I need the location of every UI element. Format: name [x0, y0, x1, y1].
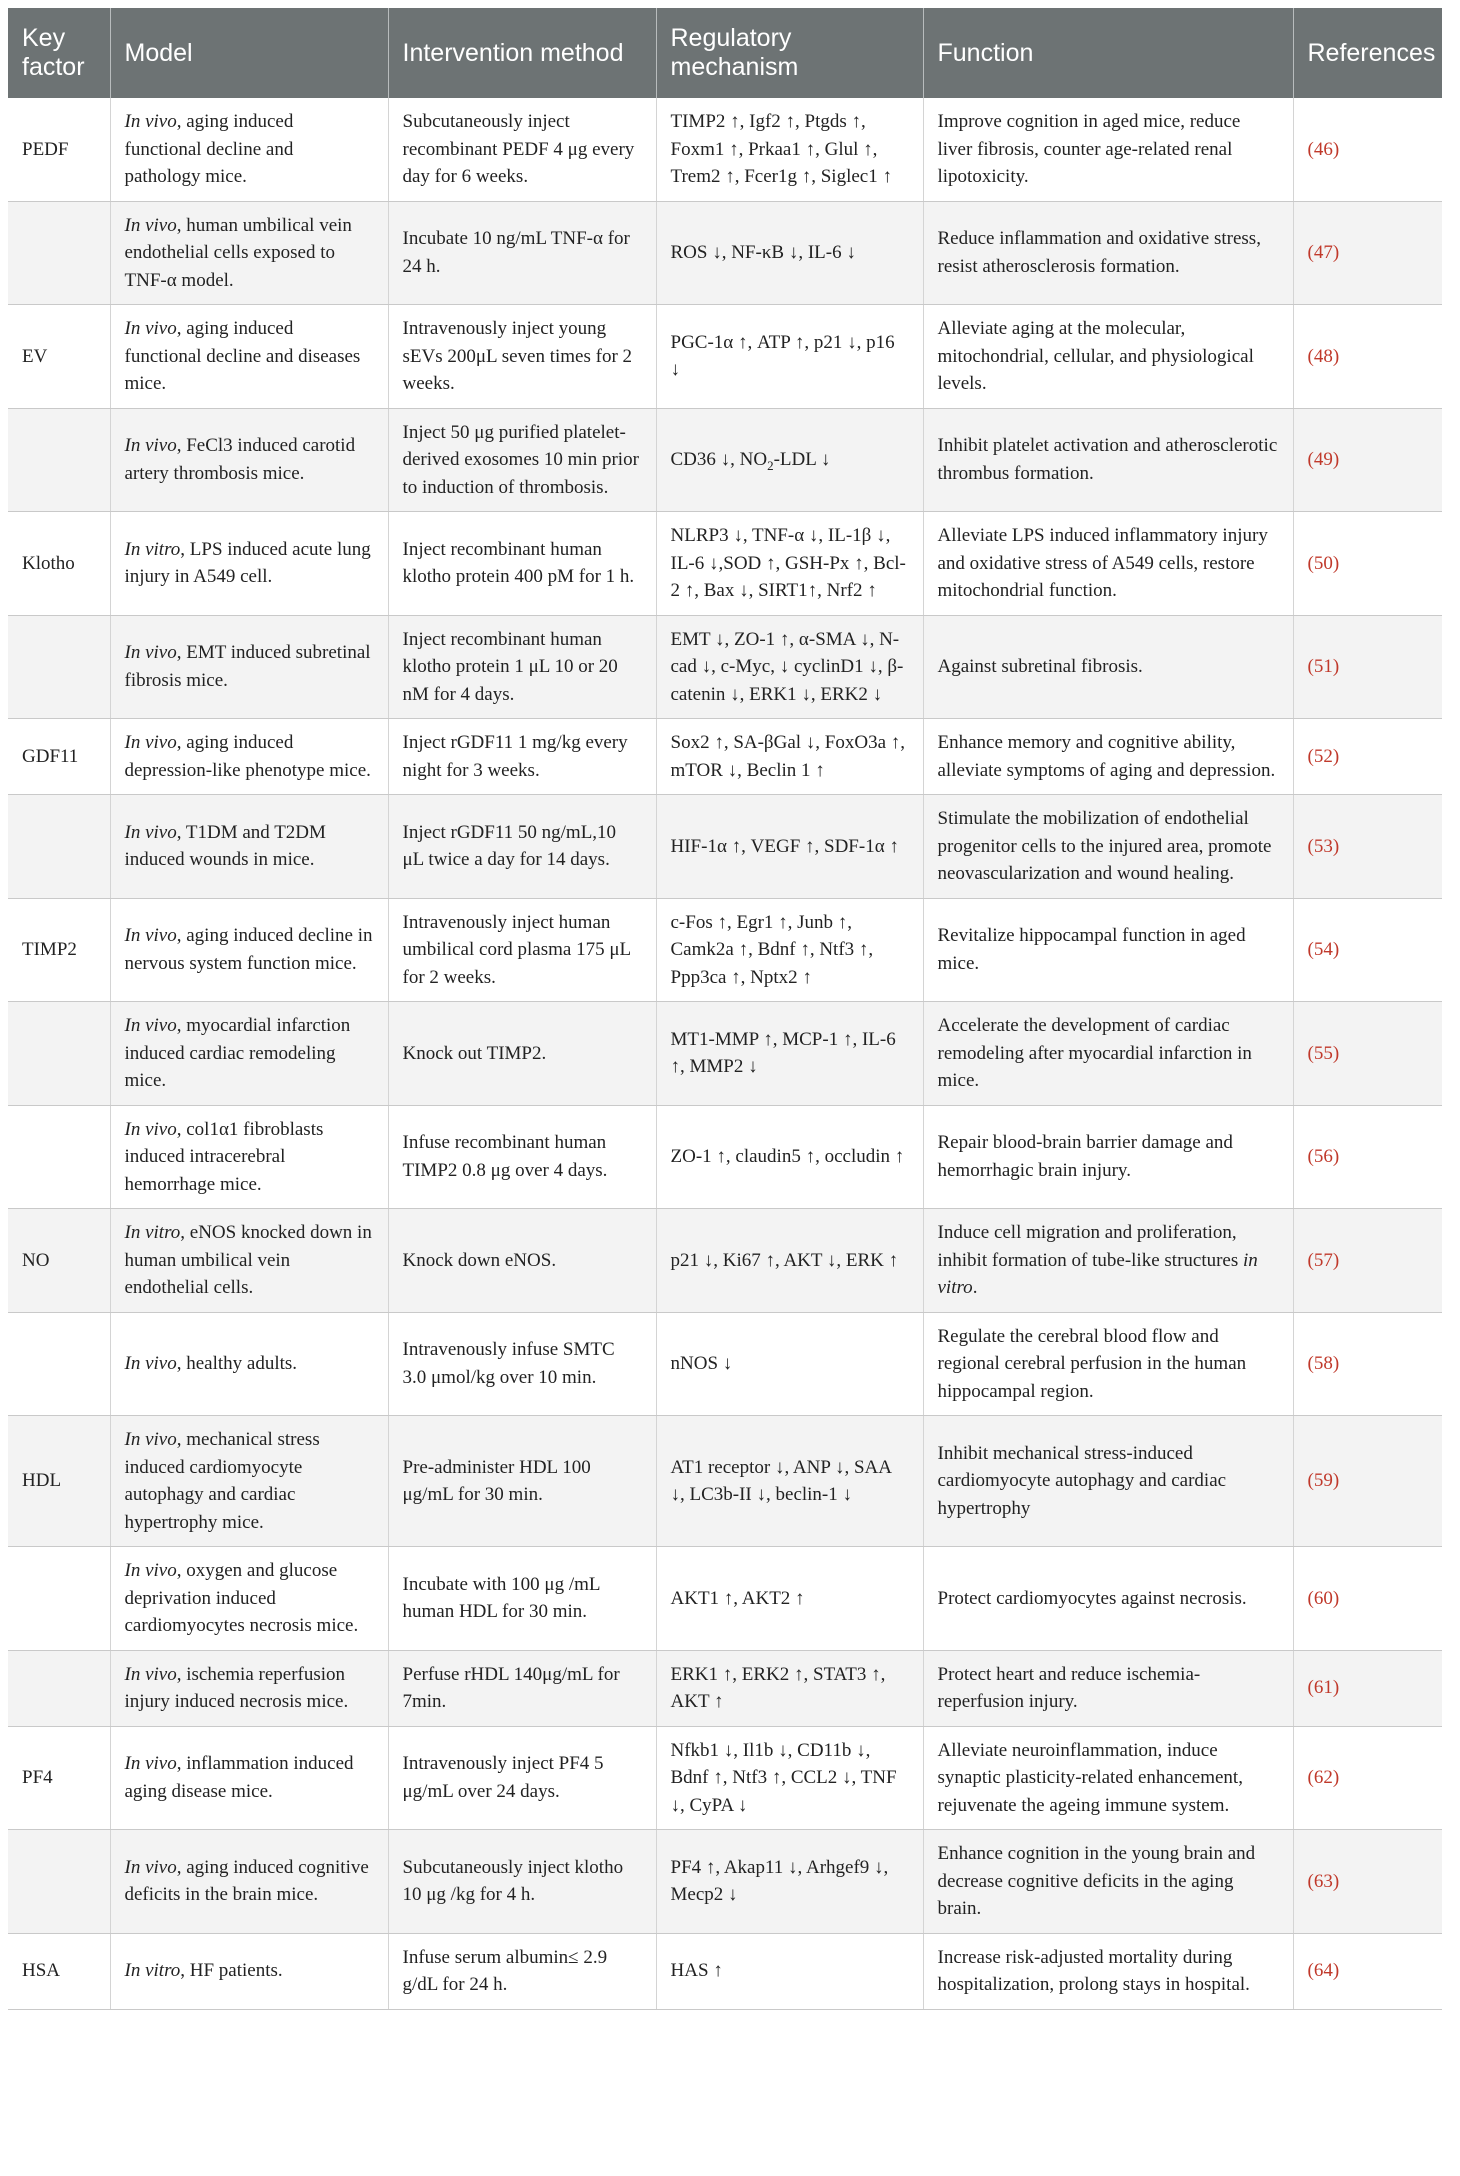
model-text: , healthy adults. [176, 1353, 298, 1374]
intervention-text: Intravenously infuse SMTC 3.0 μmol/kg over 10 min. [402, 1339, 615, 1388]
function-text: Protect heart and reduce ischemia-reperfusion injury. [937, 1663, 1201, 1712]
cell-intervention [388, 1002, 656, 1106]
model-lead-text: In vivo [124, 1353, 177, 1374]
cell-reference [1293, 1830, 1442, 1934]
cell-reference [1293, 1209, 1442, 1313]
cell-reference [1293, 1105, 1442, 1209]
key-factor-text: PEDF [22, 138, 69, 160]
mechanism-text: CD36 ↓, NO [670, 449, 768, 470]
function-text-tail: . [972, 1277, 978, 1298]
cell-function [923, 408, 1293, 512]
cell-model [110, 201, 388, 305]
cell-key-factor [8, 1105, 110, 1209]
table-row [8, 719, 1442, 795]
cell-reference [1293, 1416, 1442, 1547]
mechanism-text: AKT1 ↑, AKT2 ↑ [670, 1587, 805, 1609]
intervention-text: Inject 50 μg purified platelet-derived exosomes 10 min prior to induction of thrombosis. [402, 421, 639, 498]
function-text: Alleviate neuroinflammation, induce synaptic plasticity-related enhancement, rejuvenate the ageing immune system. [937, 1739, 1243, 1816]
cell-mechanism [656, 1547, 923, 1651]
table-row [8, 1933, 1442, 2009]
model-text: , eNOS knocked down in human umbilical vein endothelial cells. [124, 1222, 372, 1298]
header-model: Model [110, 8, 388, 98]
mechanism-text: Nfkb1 ↓, Il1b ↓, CD11b ↓, Bdnf ↑, Ntf3 ↑, CCL2 ↓, TNF ↓, CyPA ↓ [670, 1739, 897, 1816]
model-lead-text: In vitro [124, 538, 181, 560]
model-text: , ischemia reperfusion injury induced necrosis mice. [124, 1663, 349, 1712]
key-factor-text: PF4 [22, 1767, 53, 1788]
cell-key-factor [8, 1209, 110, 1313]
cell-intervention [388, 1547, 656, 1651]
cell-model [110, 1105, 388, 1209]
reference-link[interactable]: (54) [1307, 939, 1340, 960]
cell-function [923, 1933, 1293, 2009]
cell-model [110, 1547, 388, 1651]
reference-link[interactable]: (51) [1307, 656, 1340, 677]
table-row [8, 1726, 1442, 1830]
model-lead-text: In vivo [124, 1663, 177, 1685]
key-factor-text: HSA [22, 1960, 61, 1982]
cell-model [110, 615, 388, 719]
cell-key-factor [8, 898, 110, 1002]
cell-mechanism [656, 98, 923, 201]
table-row [8, 201, 1442, 305]
cell-model [110, 1416, 388, 1547]
intervention-text: Intravenously inject young sEVs 200μL seven times for 2 weeks. [402, 318, 633, 394]
cell-function [923, 1002, 1293, 1106]
intervention-text: Inject recombinant human klotho protein 1 μL 10 or 20 nM for 4 days. [402, 628, 618, 705]
function-text: Alleviate LPS induced inflammatory injury and oxidative stress of A549 cells, restore mitochondrial function. [937, 525, 1268, 601]
cell-reference [1293, 305, 1442, 409]
function-text: Improve cognition in aged mice, reduce liver fibrosis, counter age-related renal lipotoxicity. [937, 111, 1241, 187]
cell-key-factor [8, 408, 110, 512]
table-row [8, 98, 1442, 201]
cell-intervention [388, 1650, 656, 1726]
key-factor-text: NO [22, 1249, 50, 1271]
intervention-text: Pre-administer HDL 100 μg/mL for 30 min. [402, 1456, 591, 1505]
model-text: , FeCl3 induced carotid artery thrombosis mice. [124, 435, 356, 484]
cell-function [923, 1547, 1293, 1651]
cell-key-factor [8, 1830, 110, 1934]
model-lead-text: In vivo [124, 642, 177, 664]
mechanism-subscript: 2 [767, 457, 774, 473]
data-table [8, 8, 1442, 2010]
mechanism-text: c-Fos ↑, Egr1 ↑, Junb ↑, Camk2a ↑, Bdnf ↑, Ntf3 ↑, Ppp3ca ↑, Nptx2 ↑ [670, 911, 874, 988]
cell-reference [1293, 1650, 1442, 1726]
function-text: Alleviate aging at the molecular, mitochondrial, cellular, and physiological levels. [937, 318, 1254, 394]
cell-function [923, 1209, 1293, 1313]
table-row [8, 1312, 1442, 1416]
intervention-text: Intravenously inject PF4 5 μg/mL over 24 days. [402, 1753, 604, 1802]
model-lead-text: In vivo [124, 111, 177, 132]
model-lead-text: In vivo [124, 1118, 177, 1140]
cell-key-factor [8, 1416, 110, 1547]
cell-model [110, 1209, 388, 1313]
key-factor-text: TIMP2 [22, 939, 77, 960]
model-text: , aging induced depression-like phenotype mice. [124, 732, 371, 781]
cell-mechanism [656, 898, 923, 1002]
cell-intervention [388, 408, 656, 512]
cell-intervention [388, 898, 656, 1002]
cell-function [923, 795, 1293, 899]
cell-function [923, 1830, 1293, 1934]
model-lead-text: In vivo [124, 1560, 177, 1581]
cell-intervention [388, 98, 656, 201]
cell-model [110, 1726, 388, 1830]
cell-model [110, 1830, 388, 1934]
mechanism-text: PGC-1α ↑, ATP ↑, p21 ↓, p16 ↓ [670, 331, 895, 381]
cell-intervention [388, 615, 656, 719]
mechanism-text-tail: -LDL ↓ [773, 449, 831, 470]
mechanism-text: TIMP2 ↑, Igf2 ↑, Ptgds ↑, Foxm1 ↑, Prkaa1 ↑, Glul ↑, Trem2 ↑, Fcer1g ↑, Siglec1 ↑ [670, 111, 892, 187]
table-row [8, 1209, 1442, 1313]
cell-mechanism [656, 615, 923, 719]
mechanism-text: p21 ↓, Ki67 ↑, AKT ↓, ERK ↑ [670, 1249, 899, 1271]
cell-mechanism [656, 795, 923, 899]
mechanism-text: MT1-MMP ↑, MCP-1 ↑, IL-6 ↑, MMP2 ↓ [670, 1028, 896, 1078]
cell-model [110, 408, 388, 512]
intervention-text: Inject rGDF11 1 mg/kg every night for 3 weeks. [402, 732, 628, 781]
function-italic-text: in vitro [937, 1249, 1258, 1298]
function-text: Enhance cognition in the young brain and decrease cognitive deficits in the aging brain. [937, 1843, 1256, 1919]
mechanism-text: PF4 ↑, Akap11 ↓, Arhgef9 ↓, Mecp2 ↓ [670, 1856, 889, 1906]
intervention-text: Infuse serum albumin≤ 2.9 g/dL for 24 h. [402, 1946, 608, 1995]
cell-intervention [388, 1209, 656, 1313]
cell-function [923, 512, 1293, 616]
cell-mechanism [656, 1726, 923, 1830]
key-factor-text: GDF11 [22, 745, 79, 767]
intervention-text: Perfuse rHDL 140μg/mL for 7min. [402, 1663, 620, 1712]
cell-function [923, 1312, 1293, 1416]
intervention-text: Subcutaneously inject klotho 10 μg /kg for 4 h. [402, 1856, 624, 1906]
cell-function [923, 1650, 1293, 1726]
reference-link[interactable]: (60) [1307, 1587, 1340, 1609]
cell-function [923, 201, 1293, 305]
header-function: Function [923, 8, 1293, 98]
function-text: Inhibit mechanical stress-induced cardiomyocyte autophagy and cardiac hypertrophy [937, 1442, 1227, 1519]
cell-function [923, 898, 1293, 1002]
cell-model [110, 305, 388, 409]
model-text: , aging induced cognitive deficits in the brain mice. [124, 1856, 369, 1906]
function-text: Against subretinal fibrosis. [937, 656, 1143, 677]
key-factor-text: Klotho [22, 552, 75, 574]
cell-key-factor [8, 795, 110, 899]
cell-function [923, 98, 1293, 201]
function-text: Protect cardiomyocytes against necrosis. [937, 1587, 1247, 1609]
cell-mechanism [656, 1002, 923, 1106]
function-text: Increase risk-adjusted mortality during hospitalization, prolong stays in hospital. [937, 1946, 1250, 1995]
mechanism-text: HAS ↑ [670, 1960, 723, 1982]
model-lead-text: In vivo [124, 1015, 177, 1036]
key-factor-text: EV [22, 345, 48, 367]
reference-link[interactable]: (58) [1307, 1353, 1340, 1374]
cell-key-factor [8, 1312, 110, 1416]
cell-model [110, 1312, 388, 1416]
function-text: Inhibit platelet activation and atherosclerotic thrombus formation. [937, 435, 1278, 484]
cell-model [110, 898, 388, 1002]
mechanism-text: nNOS ↓ [670, 1353, 733, 1374]
cell-reference [1293, 1002, 1442, 1106]
cell-intervention [388, 1830, 656, 1934]
model-lead-text: In vivo [124, 1429, 177, 1450]
mechanism-text: ZO-1 ↑, claudin5 ↑, occludin ↑ [670, 1146, 905, 1167]
intervention-text: Inject recombinant human klotho protein 400 pM for 1 h. [402, 538, 635, 588]
cell-function [923, 305, 1293, 409]
reference-link[interactable]: (56) [1307, 1146, 1340, 1167]
cell-function [923, 1105, 1293, 1209]
cell-reference [1293, 898, 1442, 1002]
model-lead-text: In vivo [124, 732, 177, 753]
cell-model [110, 719, 388, 795]
intervention-text: Knock down eNOS. [402, 1249, 557, 1271]
model-lead-text: In vivo [124, 214, 177, 236]
table-row [8, 1002, 1442, 1106]
cell-reference [1293, 1547, 1442, 1651]
table-row [8, 1830, 1442, 1934]
cell-model [110, 1650, 388, 1726]
header-references: References [1293, 8, 1442, 98]
cell-key-factor [8, 1547, 110, 1651]
reference-link[interactable]: (55) [1307, 1042, 1340, 1064]
cell-mechanism [656, 408, 923, 512]
intervention-text: Infuse recombinant human TIMP2 0.8 μg over 4 days. [402, 1132, 608, 1181]
intervention-text: Incubate 10 ng/mL TNF-α for 24 h. [402, 228, 630, 277]
cell-reference [1293, 615, 1442, 719]
function-text: Revitalize hippocampal function in aged mice. [937, 925, 1246, 974]
cell-reference [1293, 512, 1442, 616]
intervention-text: Intravenously inject human umbilical cord plasma 175 μL for 2 weeks. [402, 911, 631, 988]
model-text: , col1α1 fibroblasts induced intracerebral hemorrhage mice. [124, 1118, 324, 1195]
reference-link[interactable]: (59) [1307, 1470, 1340, 1492]
cell-reference [1293, 201, 1442, 305]
cell-intervention [388, 512, 656, 616]
cell-intervention [388, 201, 656, 305]
model-lead-text: In vivo [124, 1753, 177, 1775]
reference-link[interactable]: (50) [1307, 552, 1340, 574]
header-key-factor: Key factor [8, 8, 110, 98]
reference-link[interactable]: (46) [1307, 138, 1340, 160]
model-text: , EMT induced subretinal fibrosis mice. [124, 642, 371, 691]
model-text: , inflammation induced aging disease mice. [124, 1753, 354, 1802]
cell-mechanism [656, 1312, 923, 1416]
model-text: , HF patients. [180, 1960, 283, 1982]
model-text: , mechanical stress induced cardiomyocyte autophagy and cardiac hypertrophy mice. [124, 1429, 320, 1533]
cell-function [923, 719, 1293, 795]
cell-key-factor [8, 1002, 110, 1106]
cell-key-factor [8, 1650, 110, 1726]
table-container [8, 8, 1442, 2010]
cell-intervention [388, 1105, 656, 1209]
cell-key-factor [8, 98, 110, 201]
model-lead-text: In vivo [124, 821, 177, 843]
cell-mechanism [656, 1650, 923, 1726]
table-row [8, 1650, 1442, 1726]
model-lead-text: In vivo [124, 1856, 177, 1878]
reference-link[interactable]: (47) [1307, 242, 1340, 263]
table-body [8, 98, 1442, 2009]
reference-link[interactable]: (48) [1307, 345, 1340, 367]
reference-link[interactable]: (62) [1307, 1767, 1340, 1788]
model-text: , aging induced decline in nervous system function mice. [124, 925, 373, 974]
cell-mechanism [656, 719, 923, 795]
table-row [8, 305, 1442, 409]
cell-key-factor [8, 1933, 110, 2009]
model-lead-text: In vivo [124, 925, 177, 947]
cell-reference [1293, 719, 1442, 795]
intervention-text: Inject rGDF11 50 ng/mL,10 μL twice a day for 14 days. [402, 821, 617, 871]
model-text: , human umbilical vein endothelial cells exposed to TNF-α model. [124, 214, 352, 291]
header-intervention-method: Intervention method [388, 8, 656, 98]
table-row [8, 408, 1442, 512]
model-text: , aging induced functional decline and diseases mice. [124, 318, 361, 394]
reference-link[interactable]: (63) [1307, 1870, 1340, 1892]
mechanism-text: AT1 receptor ↓, ANP ↓, SAA ↓, LC3b-II ↓, beclin-1 ↓ [670, 1456, 891, 1505]
cell-function [923, 1416, 1293, 1547]
cell-model [110, 512, 388, 616]
table-row [8, 795, 1442, 899]
mechanism-text: HIF-1α ↑, VEGF ↑, SDF-1α ↑ [670, 835, 899, 857]
cell-reference [1293, 408, 1442, 512]
cell-mechanism [656, 1416, 923, 1547]
cell-key-factor [8, 512, 110, 616]
intervention-text: Subcutaneously inject recombinant PEDF 4 μg every day for 6 weeks. [402, 111, 635, 187]
cell-mechanism [656, 201, 923, 305]
cell-key-factor [8, 615, 110, 719]
function-text: Repair blood-brain barrier damage and hemorrhagic brain injury. [937, 1132, 1233, 1181]
cell-model [110, 1933, 388, 2009]
function-text: Accelerate the development of cardiac remodeling after myocardial infarction in mice. [937, 1015, 1252, 1091]
model-text: , myocardial infarction induced cardiac remodeling mice. [124, 1015, 351, 1091]
reference-link[interactable]: (57) [1307, 1249, 1340, 1271]
function-text: Regulate the cerebral blood flow and regional cerebral perfusion in the human hippocampal region. [937, 1325, 1247, 1402]
mechanism-text: EMT ↓, ZO-1 ↑, α-SMA ↓, N-cad ↓, c-Myc, ↓ cyclinD1 ↓, β-catenin ↓, ERK1 ↓, ERK2 ↓ [670, 628, 904, 705]
cell-function [923, 1726, 1293, 1830]
function-text: Stimulate the mobilization of endothelial progenitor cells to the injured area, promote neovascularization and wound healing. [937, 808, 1272, 884]
function-text: Induce cell migration and proliferation, inhibit formation of tube-like structures [937, 1222, 1239, 1271]
cell-model [110, 98, 388, 201]
mechanism-text: Sox2 ↑, SA-βGal ↓, FoxO3a ↑, mTOR ↓, Beclin 1 ↑ [670, 732, 906, 781]
cell-intervention [388, 1416, 656, 1547]
intervention-text: Knock out TIMP2. [402, 1042, 547, 1064]
cell-mechanism [656, 305, 923, 409]
header-regulatory-mechanism: Regulatory mechanism [656, 8, 923, 98]
cell-key-factor [8, 719, 110, 795]
cell-reference [1293, 1312, 1442, 1416]
model-lead-text: In vitro [124, 1960, 181, 1982]
cell-key-factor [8, 1726, 110, 1830]
table-row [8, 1105, 1442, 1209]
reference-link[interactable]: (53) [1307, 835, 1340, 857]
intervention-text: Incubate with 100 μg /mL human HDL for 30 min. [402, 1573, 600, 1623]
cell-intervention [388, 719, 656, 795]
model-text: , T1DM and T2DM induced wounds in mice. [124, 821, 326, 871]
cell-intervention [388, 1312, 656, 1416]
cell-function [923, 615, 1293, 719]
header-row [8, 8, 1442, 98]
table-row [8, 512, 1442, 616]
cell-intervention [388, 305, 656, 409]
cell-model [110, 795, 388, 899]
reference-link[interactable]: (49) [1307, 449, 1340, 470]
model-text: , aging induced functional decline and pathology mice. [124, 111, 294, 187]
cell-mechanism [656, 1933, 923, 2009]
mechanism-text: NLRP3 ↓, TNF-α ↓, IL-1β ↓, IL-6 ↓,SOD ↑, GSH-Px ↑, Bcl-2 ↑, Bax ↓, SIRT1↑, Nrf2 ↑ [670, 525, 906, 601]
model-text: , LPS induced acute lung injury in A549 cell. [124, 538, 371, 588]
cell-reference [1293, 795, 1442, 899]
mechanism-text: ERK1 ↑, ERK2 ↑, STAT3 ↑, AKT ↑ [670, 1663, 886, 1712]
cell-intervention [388, 795, 656, 899]
table-row [8, 898, 1442, 1002]
key-factor-text: HDL [22, 1470, 62, 1492]
cell-intervention [388, 1726, 656, 1830]
model-lead-text: In vivo [124, 435, 177, 457]
table-row [8, 1547, 1442, 1651]
cell-mechanism [656, 1830, 923, 1934]
table-row [8, 615, 1442, 719]
cell-mechanism [656, 1105, 923, 1209]
reference-link[interactable]: (61) [1307, 1677, 1340, 1699]
mechanism-text: ROS ↓, NF-κB ↓, IL-6 ↓ [670, 242, 856, 263]
model-lead-text: In vivo [124, 318, 177, 339]
model-text: , oxygen and glucose deprivation induced cardiomyocytes necrosis mice. [124, 1560, 359, 1636]
cell-reference [1293, 1726, 1442, 1830]
cell-mechanism [656, 512, 923, 616]
cell-model [110, 1002, 388, 1106]
model-lead-text: In vitro [124, 1222, 181, 1243]
cell-key-factor [8, 201, 110, 305]
cell-key-factor [8, 305, 110, 409]
function-text: Enhance memory and cognitive ability, alleviate symptoms of aging and depression. [937, 732, 1276, 781]
cell-intervention [388, 1933, 656, 2009]
cell-reference [1293, 98, 1442, 201]
table-row [8, 1416, 1442, 1547]
cell-mechanism [656, 1209, 923, 1313]
reference-link[interactable]: (64) [1307, 1960, 1340, 1982]
cell-reference [1293, 1933, 1442, 2009]
function-text: Reduce inflammation and oxidative stress, resist atherosclerosis formation. [937, 228, 1261, 277]
reference-link[interactable]: (52) [1307, 745, 1340, 767]
